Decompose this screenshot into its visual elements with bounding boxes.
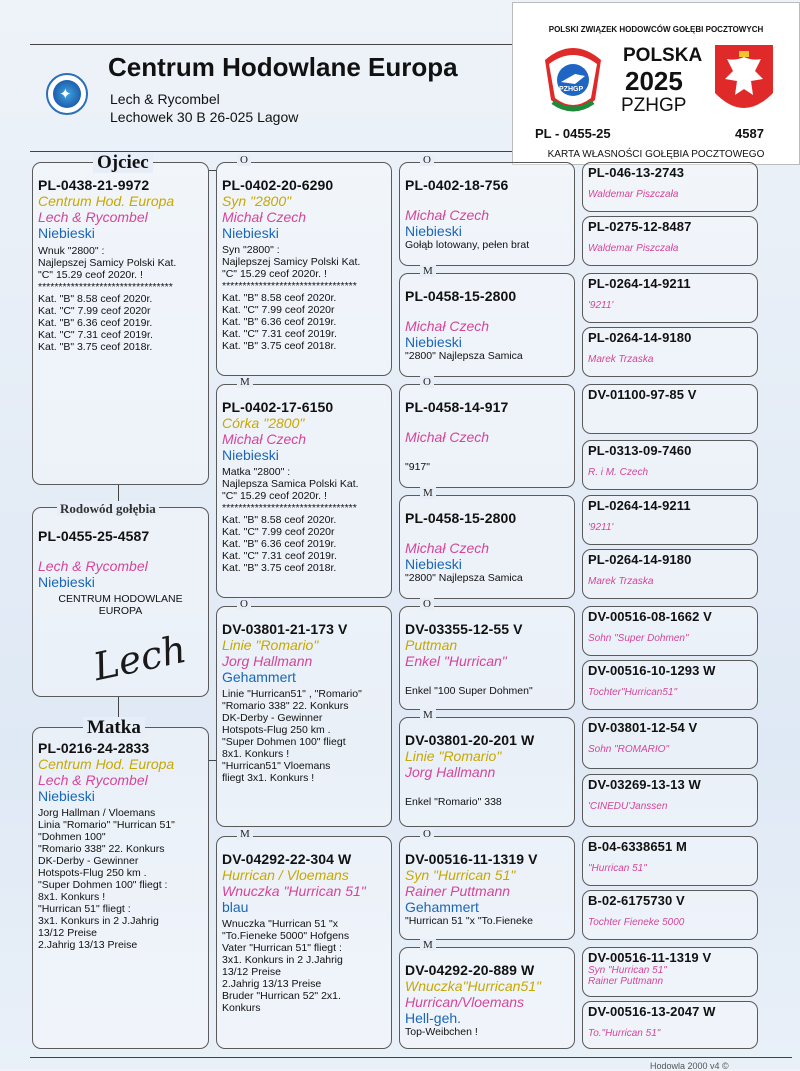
pigeon-name: Syn "Hurrican 51" [405, 867, 516, 883]
software-footer: Hodowla 2000 v4 © [650, 1061, 729, 1071]
feather-color: Hell-geh. [405, 1010, 462, 1026]
feather-color: Niebieski [405, 223, 462, 239]
ring-number: B-02-6175730 V [588, 893, 685, 908]
sex-marker: O [420, 154, 434, 166]
sex-marker: M [420, 939, 436, 951]
pigeon-notes: Top-Weibchen ! [405, 1026, 478, 1038]
pigeon-notes: Wnuczka "Hurrican 51 "x "To.Fieneke 5000" Hofgens Vater "Hurrican 51" fliegt : 3x1. Konkurs in 2 J.Jahrig 13/12 Preise 2.Jahrig 13/13 Preise Bruder "Hurrican 52" 2x1. Konkurs [222, 918, 350, 1014]
gen4-ancestor-card[interactable] [582, 495, 758, 545]
ring-number: DV-03801-21-173 V [222, 621, 348, 637]
sex-marker: O [237, 598, 251, 610]
breeder-name: Syn "Hurrican 51" Rainer Puttmann [588, 965, 667, 987]
gen3-grandparent-card[interactable] [399, 598, 575, 710]
mother-color: Niebieski [38, 788, 95, 804]
breeder-name: Michał Czech [405, 429, 490, 445]
gen3-grandparent-card[interactable] [399, 265, 575, 377]
ring-number: PL-0313-09-7460 [588, 443, 692, 458]
father-card[interactable] [32, 152, 209, 485]
pedigree-label: Rodowód gołębia [57, 501, 159, 516]
pigeon-name: Wnuczka"Hurrican51" [405, 978, 541, 994]
father-label: Ojciec [93, 152, 153, 173]
mother-label: Matka [83, 717, 145, 738]
breeder-name: Sohn "Super Dohmen" [588, 633, 689, 644]
emblem-text: PZHGP [559, 86, 584, 93]
gen3-grandparent-card[interactable] [399, 154, 575, 266]
breeder-name: Hurrican/Vloemans [405, 994, 525, 1010]
pigeon-notes: "2800" Najlepsza Samica [405, 572, 523, 584]
feather-color: Niebieski [222, 447, 279, 463]
breeder-name: Marek Trzaska [588, 576, 654, 587]
father-notes: Wnuk "2800" : Najlepszej Samicy Polski Kat. "C" 15.29 ceof 2020r. ! ********************************* Kat. "B" 8.58 ceof 2020r. Kat. "C" 7.99 ceof 2020r Kat. "B" 6.36 ceof 2019r. Kat. "C" 7.31 ceof 2019r. Kat. "B" 3.75 ceof 2018r. [38, 245, 177, 353]
mother-name: Centrum Hod. Europa [38, 756, 175, 772]
feather-color [405, 445, 569, 461]
sex-marker: M [420, 709, 436, 721]
father-ring: PL-0438-21-9972 [38, 177, 150, 193]
feather-color: Gehammert [222, 669, 296, 685]
ring-number: DV-04292-20-889 W [405, 962, 535, 978]
gen2-parent-card[interactable] [216, 598, 392, 827]
sex-marker: M [237, 828, 253, 840]
breeder-name: Jorg Hallmann [222, 653, 313, 669]
breeder-name: Michał Czech [405, 318, 490, 334]
breeder-name: Jorg Hallmann [405, 764, 496, 780]
breeder-name: 'CINEDU'Janssen [588, 801, 668, 812]
card-abbr: PZHGP [621, 95, 687, 116]
breeder-name: Michał Czech [405, 207, 490, 223]
breeder-name: Tochter Fieneke 5000 [588, 917, 685, 928]
breeder-name: Wnuczka "Hurrican 51" [222, 883, 366, 899]
breeder-name: Michał Czech [222, 431, 307, 447]
card-org: POLSKI ZWIĄZEK HODOWCÓW GOŁĘBI POCZTOWYCH [548, 25, 764, 34]
pigeon-notes: Linie "Hurrican51" , "Romario" "Romario 338" 22. Konkurs DK-Derby - Gewinner Hotspots-Flug 250 km . "Super Dohmen 100" fliegt 8x1. Konkurs ! "Hurrican51" Vloemans fliegt 3x1. Konkurs ! [222, 688, 362, 784]
gen4-ancestor-card[interactable] [582, 549, 758, 599]
feather-color: Niebieski [405, 334, 462, 350]
ring-number: DV-00516-13-2047 W [588, 1004, 716, 1019]
ring-number: PL-0402-18-756 [405, 177, 509, 193]
breeder-name: Michał Czech [405, 540, 490, 556]
breeder-name: '9211' [588, 300, 614, 311]
gen4-ancestor-card[interactable] [582, 440, 758, 490]
signature: Lech [89, 626, 191, 690]
main-pigeon-card[interactable] [32, 501, 209, 697]
sex-marker: O [420, 376, 434, 388]
feather-color: Niebieski [405, 556, 462, 572]
sex-marker: O [420, 598, 434, 610]
feather-color: blau [222, 899, 249, 915]
card-year: 2025 [625, 66, 683, 96]
ring-number: DV-00516-10-1293 W [588, 663, 716, 678]
mother-ring: PL-0216-24-2833 [38, 740, 150, 756]
feather-color [405, 780, 569, 796]
breeder-name: '9211' [588, 522, 614, 533]
gen3-grandparent-card[interactable] [399, 828, 575, 940]
ownership-card [512, 2, 800, 165]
ring-number: PL-0458-15-2800 [405, 510, 517, 526]
mother-notes: Jorg Hallman / Vloemans Linia "Romario" "Hurrican 51" "Dohmen 100" "Romario 338" 22. Konkurs DK-Derby - Gewinner Hotspots-Flug 250 km . "Super Dohmen 100" fliegt : 8x1. Konkurs ! "Hurrican 51" fliegt : 3x1. Konkurs in 2 J.Jahrig 13/12 Preise 2.Jahrig 13/13 Preise [38, 807, 175, 951]
breeder-name: R. i M. Czech [588, 467, 649, 478]
main-ring: PL-0455-25-4587 [38, 528, 150, 544]
owner-address: Lechowek 30 B 26-025 Lagow [110, 109, 299, 125]
gen4-ancestor-card[interactable] [582, 273, 758, 323]
sex-marker: M [237, 376, 253, 388]
mother-card[interactable] [32, 717, 209, 1049]
ring-number: DV-00516-11-1319 V [405, 851, 538, 867]
breeder-name: Sohn "ROMARIO" [588, 744, 670, 755]
ring-number: DV-03801-20-201 W [405, 732, 535, 748]
father-breeder: Lech & Rycombel [38, 209, 148, 225]
pigeon-name: Linie "Romario" [222, 637, 319, 653]
ring-number: DV-03355-12-55 V [405, 621, 523, 637]
breeder-name: Michał Czech [222, 209, 307, 225]
gen3-grandparent-card[interactable] [399, 487, 575, 599]
gen4-ancestor-card[interactable] [582, 947, 758, 997]
gen3-grandparent-card[interactable] [399, 709, 575, 827]
ring-number: DV-03269-13-13 W [588, 777, 701, 792]
sex-marker: M [420, 265, 436, 277]
pigeon-notes: "2800" Najlepsza Samica [405, 350, 523, 362]
feather-color: Gehammert [405, 899, 479, 915]
gen2-parent-card[interactable] [216, 376, 392, 598]
gen4-ancestor-card[interactable] [582, 1001, 758, 1049]
bird-icon: ✦ [59, 86, 72, 103]
gen4-ancestor-card[interactable] [582, 836, 758, 886]
main-breeder: Lech & Rycombel [38, 558, 148, 574]
pigeon-notes: Enkel "Romario" 338 [405, 796, 502, 808]
ring-number: PL-0264-14-9211 [588, 498, 691, 513]
main-color: Niebieski [38, 574, 95, 590]
breeder-name: Rainer Puttmann [405, 883, 511, 899]
page-title: Centrum Hodowlane Europa [108, 52, 458, 82]
gen4-ancestor-card[interactable] [582, 606, 758, 656]
gen4-ancestor-card[interactable] [582, 162, 758, 212]
ring-number: PL-0264-14-9180 [588, 552, 692, 567]
sex-marker: M [420, 487, 436, 499]
breeder-name: To."Hurrican 51" [588, 1028, 661, 1039]
ring-number: DV-04292-22-304 W [222, 851, 352, 867]
breeder-name: Enkel "Hurrican" [405, 653, 507, 669]
pigeon-notes: Gołąb lotowany, pełen brat [405, 239, 530, 251]
pigeon-name [405, 193, 569, 207]
ring-number: PL-0264-14-9211 [588, 276, 691, 291]
breeder-name: Waldemar Piszczała [588, 243, 679, 254]
ring-number: DV-01100-97-85 V [588, 387, 697, 402]
pigeon-notes: "Hurrican 51 "x "To.Fieneke [405, 915, 533, 927]
gen4-ancestor-card[interactable] [582, 384, 758, 434]
pigeon-notes: Enkel "100 Super Dohmen" [405, 685, 533, 697]
gen4-ancestor-card[interactable] [582, 717, 758, 769]
mother-breeder: Lech & Rycombel [38, 772, 148, 788]
pigeon-name: Hurrican / Vloemans [222, 867, 349, 883]
breeder-name: Tochter"Hurrican51" [588, 687, 677, 698]
breeder-name: Waldemar Piszczała [588, 189, 679, 200]
ring-number: PL-0458-14-917 [405, 399, 509, 415]
father-color: Niebieski [38, 225, 95, 241]
card-ring: PL - 0455-25 [535, 126, 611, 141]
pigeon-name: Puttman [405, 637, 458, 653]
pzhgp-emblem-icon [535, 40, 611, 116]
card-country: POLSKA [623, 45, 703, 66]
ring-number: DV-03801-12-54 V [588, 720, 698, 735]
gen2-parent-card[interactable] [216, 828, 392, 1049]
ring-number: PL-0275-12-8487 [588, 219, 692, 234]
pigeon-notes: Syn "2800" : Najlepszej Samicy Polski Kat. "C" 15.29 ceof 2020r. ! ********************************* Kat. "B" 8.58 ceof 2020r. Kat. "C" 7.99 ceof 2020r Kat. "B" 6.36 ceof 2019r. Kat. "C" 7.31 ceof 2019r. Kat. "B" 3.75 ceof 2018r. [222, 244, 361, 352]
gen2-parent-card[interactable] [216, 154, 392, 376]
feather-color [405, 669, 569, 685]
sex-marker: O [420, 828, 434, 840]
ring-number: DV-00516-11-1319 V [588, 950, 712, 965]
polish-eagle-icon [713, 43, 775, 117]
breeder-name: "Hurrican 51" [588, 863, 647, 874]
pigeon-name: Linie "Romario" [405, 748, 502, 764]
gen4-ancestor-card[interactable] [582, 774, 758, 827]
father-name: Centrum Hod. Europa [38, 193, 175, 209]
ring-number: B-04-6338651 M [588, 839, 687, 854]
ring-number: PL-0264-14-9180 [588, 330, 692, 345]
pigeon-name [405, 415, 569, 429]
ring-number: PL-0402-17-6150 [222, 399, 334, 415]
sex-marker: O [237, 154, 251, 166]
pigeon-name [405, 304, 569, 318]
gen4-ancestor-card[interactable] [582, 890, 758, 940]
pigeon-name: Córka "2800" [222, 415, 305, 431]
feather-color: Niebieski [222, 225, 279, 241]
card-footer: KARTA WŁASNOŚCI GOŁĘBIA POCZTOWEGO [547, 149, 765, 160]
ring-number: DV-00516-08-1662 V [588, 609, 712, 624]
card-number: 4587 [735, 126, 764, 141]
owner-name: Lech & Rycombel [110, 91, 220, 107]
ring-number: PL-0458-15-2800 [405, 288, 517, 304]
pigeon-name: Syn "2800" [222, 193, 292, 209]
gen3-grandparent-card[interactable] [399, 376, 575, 488]
ring-number: PL-046-13-2743 [588, 165, 685, 180]
main-loft: CENTRUM HODOWLANE EUROPA [58, 593, 183, 617]
pigeon-notes: Matka "2800" : Najlepsza Samica Polski Kat. "C" 15.29 ceof 2020r. ! ********************************* Kat. "B" 8.58 ceof 2020r. Kat. "C" 7.99 ceof 2020r Kat. "B" 6.36 ceof 2019r. Kat. "C" 7.31 ceof 2019r. Kat. "B" 3.75 ceof 2018r. [222, 466, 359, 574]
ring-number: PL-0402-20-6290 [222, 177, 334, 193]
gen4-ancestor-card[interactable] [582, 216, 758, 266]
loft-logo [46, 73, 88, 115]
gen3-grandparent-card[interactable] [399, 939, 575, 1049]
breeder-name: Marek Trzaska [588, 354, 654, 365]
gen4-ancestor-card[interactable] [582, 660, 758, 710]
pigeon-name [405, 526, 569, 540]
gen4-ancestor-card[interactable] [582, 327, 758, 377]
pigeon-notes: "917" [405, 461, 430, 473]
